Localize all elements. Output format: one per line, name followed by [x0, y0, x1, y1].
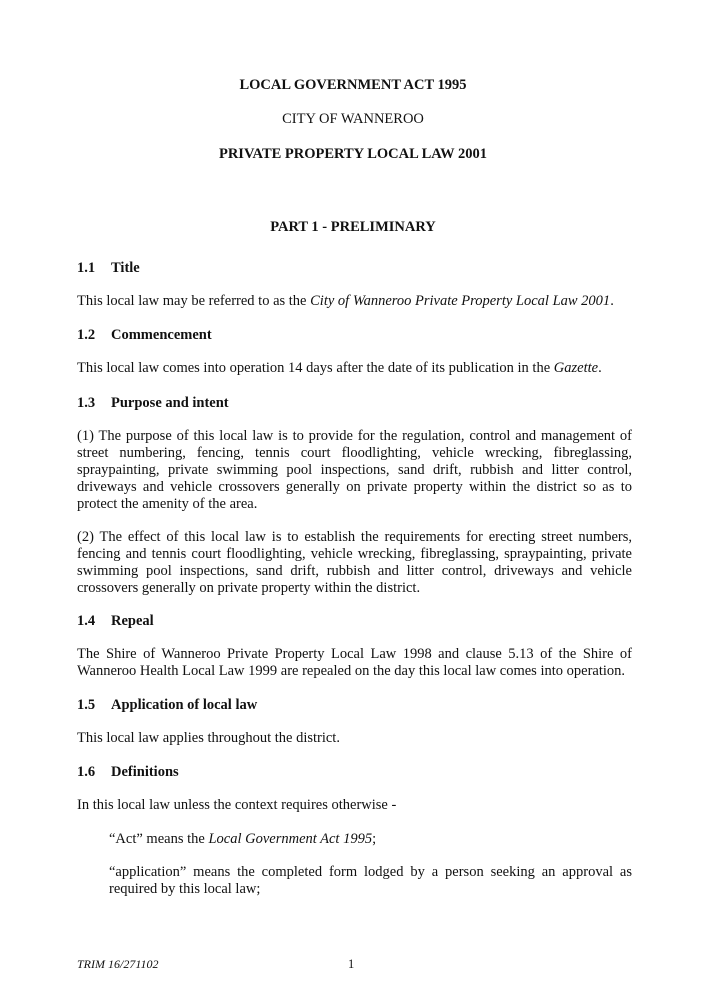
definition-end: ;	[372, 831, 377, 847]
application-paragraph: This local law applies throughout the district.	[77, 730, 340, 746]
section-heading-1-2	[77, 327, 212, 344]
page-number: 1	[348, 957, 355, 971]
section-heading-1-4	[77, 613, 154, 630]
gazette-italic: Gazette	[553, 360, 599, 376]
definition-term-act: “Act” means the	[109, 831, 209, 847]
title-text-end: .	[610, 293, 614, 309]
definition-act	[109, 831, 632, 848]
section-heading-1-3	[77, 395, 229, 412]
section-heading-1-1	[77, 260, 140, 277]
commencement-text-end: .	[598, 360, 602, 376]
city-name: CITY OF WANNEROO	[282, 111, 424, 127]
act-name-italic: Local Government Act 1995	[208, 831, 373, 847]
section-number: 1.2	[77, 327, 96, 343]
law-title: PRIVATE PROPERTY LOCAL LAW 2001	[218, 146, 488, 162]
section-title: Definitions	[111, 764, 179, 780]
commencement-text: This local law comes into operation 14 days after the date of its publication in the	[77, 360, 554, 376]
section-title: Application of local law	[111, 697, 258, 713]
part-heading: PART 1 - PRELIMINARY	[270, 219, 436, 235]
definitions-intro: In this local law unless the context requires otherwise -	[77, 797, 397, 813]
section-number: 1.6	[77, 764, 96, 780]
section-title: Commencement	[111, 327, 212, 343]
title-paragraph	[77, 293, 632, 310]
section-title: Repeal	[111, 613, 154, 629]
section-heading-1-6	[77, 764, 179, 781]
section-number: 1.1	[77, 260, 96, 276]
section-heading-1-5	[77, 697, 257, 714]
title-text: This local law may be referred to as the	[77, 293, 311, 309]
trim-reference: TRIM 16/271102	[77, 957, 159, 971]
section-number: 1.5	[77, 697, 96, 713]
act-title: LOCAL GOVERNMENT ACT 1995	[239, 77, 467, 93]
repeal-paragraph: The Shire of Wanneroo Private Property Local Law 1998 and clause 5.13 of the Shire of Wanneroo Health Local Law 1999 are repealed on the day this local law comes into operation.	[77, 646, 632, 679]
law-name-italic: City of Wanneroo Private Property Local Law 2001	[310, 293, 611, 309]
section-title: Purpose and intent	[111, 395, 229, 411]
purpose-paragraph-2: (2) The effect of this local law is to establish the requirements for erecting street numbers, fencing and tennis court floodlighting, vehicle wrecking, fibreglassing, spraypainting, private swimming pool inspections, sand drift, rubbish and litter control, driveways and vehicle crossovers generally on private property within the district.	[77, 529, 632, 596]
section-title: Title	[111, 260, 140, 276]
section-number: 1.3	[77, 395, 96, 411]
commencement-paragraph	[77, 360, 632, 377]
definition-application: “application” means the completed form lodged by a person seeking an approval as required by this local law;	[109, 864, 632, 897]
section-number: 1.4	[77, 613, 96, 629]
purpose-paragraph-1: (1) The purpose of this local law is to provide for the regulation, control and management of street numbering, fencing, tennis court floodlighting, vehicle wrecking, fibreglassing, spraypainting, private swimming pool inspections, sand drift, rubbish and litter control, driveways and vehicle crossovers generally on private property within the district so as to protect the amenity of the area.	[77, 428, 632, 512]
